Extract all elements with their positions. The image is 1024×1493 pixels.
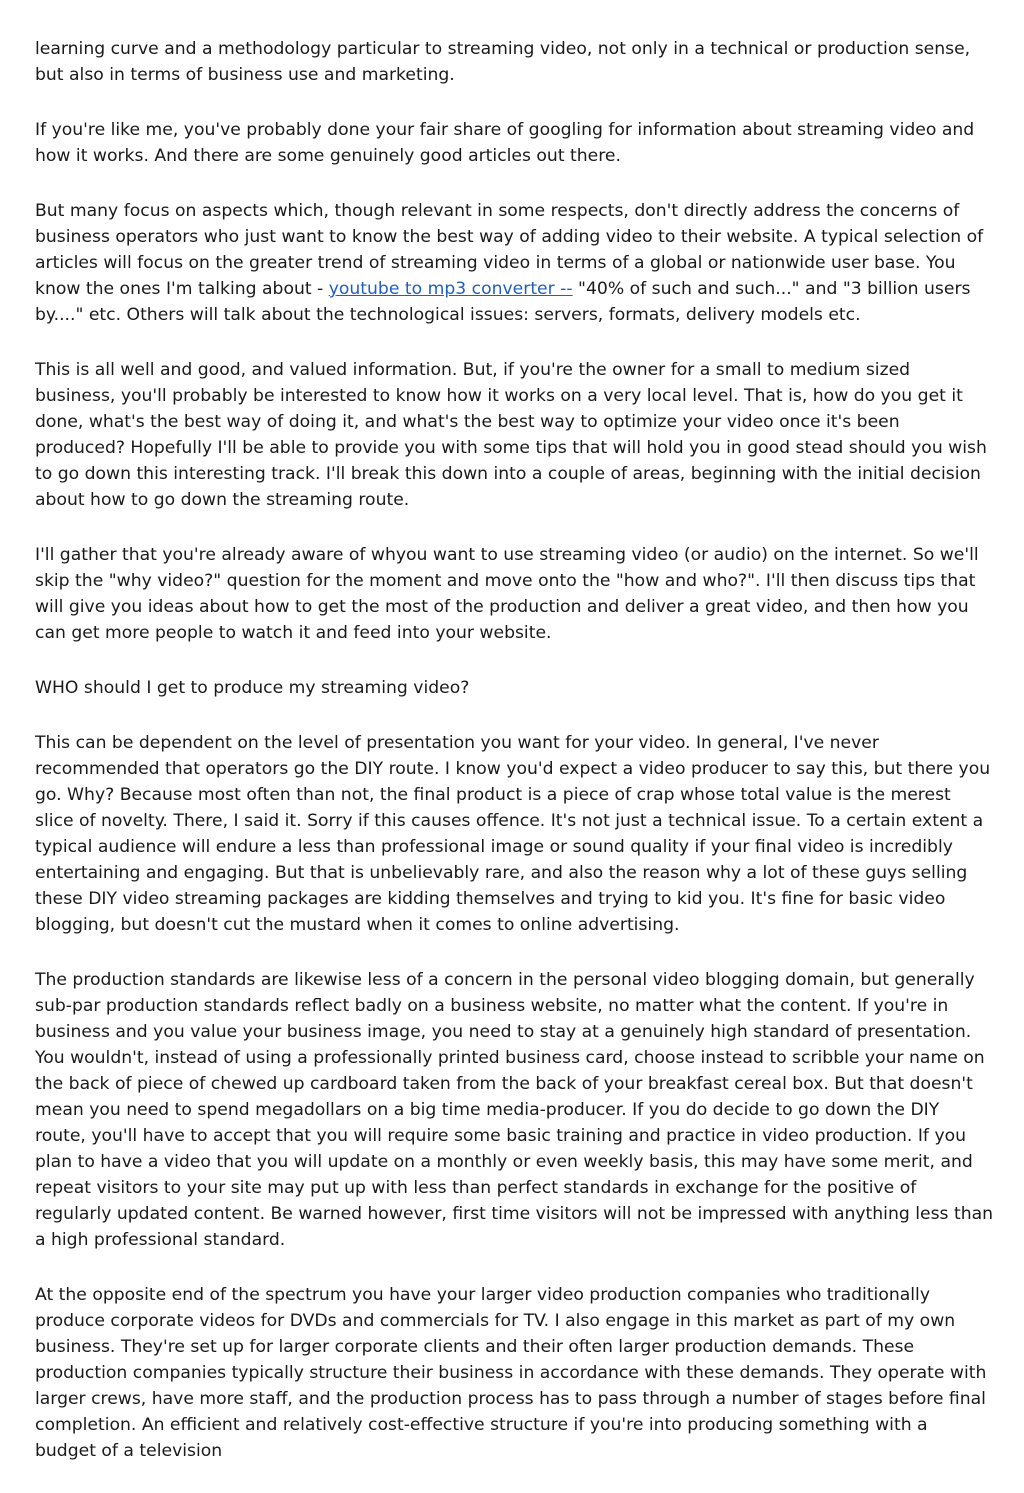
paragraph-5: I'll gather that you're already aware of whyou want to use streaming video (or audio) on the internet. So we'll skip the "why video?" question for the moment and move onto the "how and who?". I'll then discuss tips that will give you ideas about how to get the most of the production and deliver a great video, and then how you can get more people to watch it and feed into your website. bbox=[35, 545, 979, 643]
paragraph-3-text-before: But many focus on aspects which, though relevant in some respects, don't directly address the concerns of business operators who just want to know the best way of adding video to their website. A typical selection of articles will focus on the greater trend of streaming video in terms of a global or nationwide user base. You know the ones I'm talking about - bbox=[35, 201, 984, 299]
section-heading-who: WHO should I get to produce my streaming video? bbox=[35, 678, 470, 698]
paragraph-9: At the opposite end of the spectrum you have your larger video production companies who traditionally produce corporate videos for DVDs and commercials for TV. I also engage in this market as part of my own business. They're set up for larger corporate clients and their often larger production demands. These production companies typically structure their business in accordance with these demands. They operate with larger crews, have more staff, and the production process has to pass through a number of stages before final completion. An efficient and relatively cost-effective structure if you're into producing something with a budget of a television bbox=[35, 1285, 987, 1461]
paragraph-7: This can be dependent on the level of presentation you want for your video. In general, I've never recommended that operators go the DIY route. I know you'd expect a video producer to say this, but there you go. Why? Because most often than not, the final product is a piece of crap whose total value is the merest slice of novelty. There, I said it. Sorry if this causes offence. It's not just a technical issue. To a certain extent a typical audience will endure a less than professional image or sound quality if your final video is incredibly entertaining and engaging. But that is unbelievably rare, and also the reason why a lot of these guys selling these DIY video streaming packages are kidding themselves and trying to kid you. It's fine for basic video blogging, but doesn't cut the mustard when it comes to online advertising. bbox=[35, 733, 991, 935]
paragraph-1: learning curve and a methodology particular to streaming video, not only in a technical or production sense, but also in terms of business use and marketing. bbox=[35, 39, 971, 85]
paragraph-2: If you're like me, you've probably done your fair share of googling for information about streaming video and how it works. And there are some genuinely good articles out there. bbox=[35, 120, 975, 166]
converter-link[interactable]: youtube to mp3 converter -- bbox=[328, 279, 573, 299]
article-body bbox=[35, 36, 993, 1493]
paragraph-4: This is all well and good, and valued information. But, if you're the owner for a small to medium sized business, you'll probably be interested to know how it works on a very local level. That is, how do you get it done, what's the best way of doing it, and what's the best way to optimize your video once it's been produced? Hopefully I'll be able to provide you with some tips that will hold you in good stead should you wish to go down this interesting track. I'll break this down into a couple of areas, beginning with the initial decision about how to go down the streaming route. bbox=[35, 360, 987, 510]
paragraph-3 bbox=[35, 198, 993, 328]
paragraph-8: The production standards are likewise less of a concern in the personal video blogging domain, but generally sub-par production standards reflect badly on a business website, no matter what the content. If you're in business and you value your business image, you need to stay at a genuinely high standard of presentation. You wouldn't, instead of using a professionally printed business card, choose instead to scribble your name on the back of piece of chewed up cardboard taken from the back of your breakfast cereal box. But that doesn't mean you need to spend megadollars on a big time media-producer. If you do decide to go down the DIY route, you'll have to accept that you will require some basic training and practice in video production. If you plan to have a video that you will update on a monthly or even weekly basis, this may have some merit, and repeat visitors to your site may put up with less than perfect standards in exchange for the positive of regularly updated content. Be warned however, first time visitors will not be impressed with anything less than a high professional standard. bbox=[35, 970, 994, 1250]
paragraph-3-text-after: "40% of such and such..." and "3 billion users by...." etc. Others will talk about the technological issues: servers, formats, delivery models etc. bbox=[35, 279, 971, 325]
